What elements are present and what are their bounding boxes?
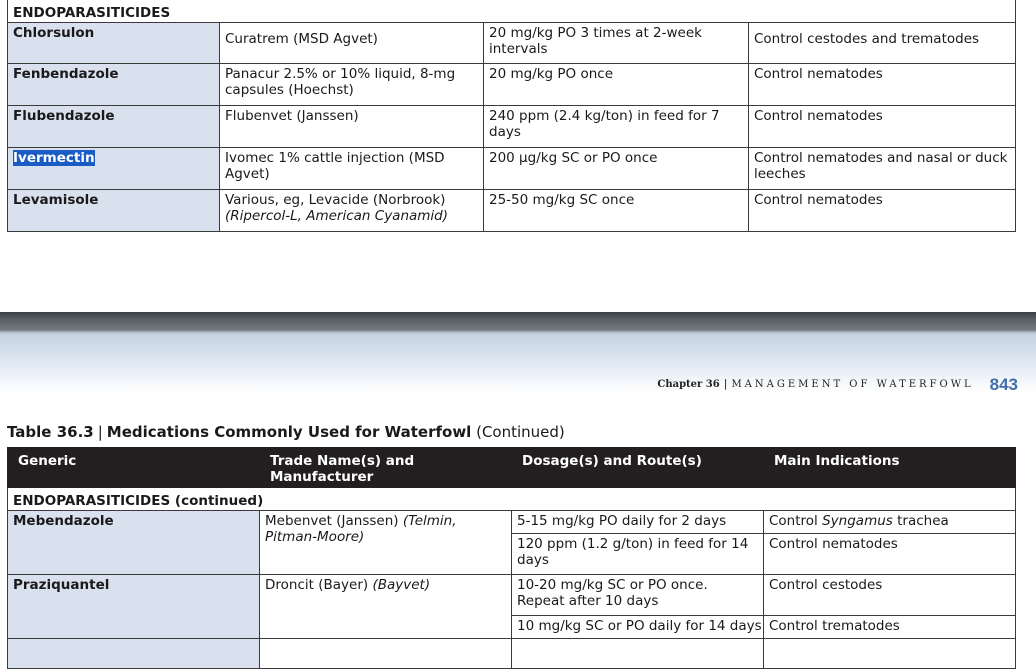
trade-cell (260, 575, 512, 639)
indication-cell: Control nematodes (749, 64, 1016, 106)
generic-cell: Praziquantel (8, 575, 260, 639)
dosage-cell: 10 mg/kg SC or PO daily for 14 days (512, 616, 764, 639)
trade-text: Various, eg, Levacide (Norbrook) (225, 192, 446, 208)
dosage-cell: 25-50 mg/kg SC once (484, 190, 749, 232)
header-row (8, 448, 1016, 488)
table-row (8, 148, 1016, 190)
trade-cell (260, 511, 512, 575)
chapter-title: MANAGEMENT OF WATERFOWL (731, 379, 974, 390)
indication-cell (764, 511, 1016, 534)
indication-cell (764, 639, 1016, 669)
species-name: Syngamus (822, 513, 893, 529)
generic-cell: Flubendazole (8, 106, 220, 148)
page-number: 843 (989, 375, 1018, 394)
dosage-cell: 200 μg/kg SC or PO once (484, 148, 749, 190)
generic-cell: Chlorsulon (8, 23, 220, 64)
medications-table-bottom (7, 447, 1016, 669)
header-generic: Generic (8, 448, 260, 488)
table-row (8, 64, 1016, 106)
trade-text: Droncit (Bayer) (265, 577, 369, 593)
caption-separator: | (97, 423, 103, 441)
indication-cell: Control nematodes (749, 190, 1016, 232)
dosage-cell: 10-20 mg/kg SC or PO once. Repeat after 10 days (512, 575, 764, 616)
indication-cell: Control cestodes and trematodes (749, 23, 1016, 64)
trade-cell (260, 639, 512, 669)
dosage-cell: 120 ppm (1.2 g/ton) in feed for 14 days (512, 534, 764, 575)
generic-cell: Fenbendazole (8, 64, 220, 106)
trade-alt-text: (Ripercol-L, American Cyanamid) (225, 208, 449, 224)
medications-table-top (7, 0, 1016, 232)
trade-cell: Ivomec 1% cattle injection (MSD Agvet) (220, 148, 484, 190)
section-heading: ENDOPARASITICIDES (continued) (8, 488, 1016, 511)
trade-alt-text: (Telmin, Pitman-Moore) (265, 513, 457, 545)
trade-text: Mebenvet (Janssen) (265, 513, 399, 529)
selected-text[interactable]: Ivermectin (13, 150, 95, 166)
section-row (8, 0, 1016, 23)
indication-cell: Control cestodes (764, 575, 1016, 616)
header-indication: Main Indications (764, 448, 1016, 488)
header-trade: Trade Name(s) and Manufacturer (260, 448, 512, 488)
dosage-cell: 5-15 mg/kg PO daily for 2 days (512, 511, 764, 534)
indication-cell: Control trematodes (764, 616, 1016, 639)
table-row (8, 639, 1016, 669)
table-row (8, 106, 1016, 148)
indication-cell: Control nematodes and nasal or duck leeches (749, 148, 1016, 190)
dosage-cell: 20 mg/kg PO once (484, 64, 749, 106)
section-heading: ENDOPARASITICIDES (8, 0, 1016, 23)
continued-label: (Continued) (476, 423, 565, 441)
trade-cell: Panacur 2.5% or 10% liquid, 8-mg capsules (Hoechst) (220, 64, 484, 106)
table-number: Table 36.3 (7, 423, 94, 441)
table-title: Medications Commonly Used for Waterfowl (106, 423, 472, 441)
table-caption (7, 423, 565, 441)
indication-cell: Control nematodes (764, 534, 1016, 575)
dosage-cell: 20 mg/kg PO 3 times at 2-week intervals (484, 23, 749, 64)
trade-cell: Curatrem (MSD Agvet) (220, 23, 484, 64)
dosage-cell: 240 ppm (2.4 kg/ton) in feed for 7 days (484, 106, 749, 148)
generic-cell (8, 148, 220, 190)
running-head (657, 372, 1018, 392)
trade-alt-text: (Bayvet) (372, 577, 431, 593)
indication-text: Control (769, 513, 818, 529)
header-dosage: Dosage(s) and Route(s) (512, 448, 764, 488)
indication-cell: Control nematodes (749, 106, 1016, 148)
chapter-label: Chapter 36 (657, 379, 720, 390)
table-row (8, 23, 1016, 64)
generic-cell: Levamisole (8, 190, 220, 232)
table-row (8, 190, 1016, 232)
separator: | (723, 377, 728, 390)
trade-cell: Flubenvet (Janssen) (220, 106, 484, 148)
indication-text: trachea (897, 513, 949, 529)
trade-cell (220, 190, 484, 232)
table-row (8, 575, 1016, 616)
table-row (8, 511, 1016, 534)
section-row (8, 488, 1016, 511)
generic-cell: Mebendazole (8, 511, 260, 575)
generic-cell (8, 639, 260, 669)
dosage-cell (512, 639, 764, 669)
